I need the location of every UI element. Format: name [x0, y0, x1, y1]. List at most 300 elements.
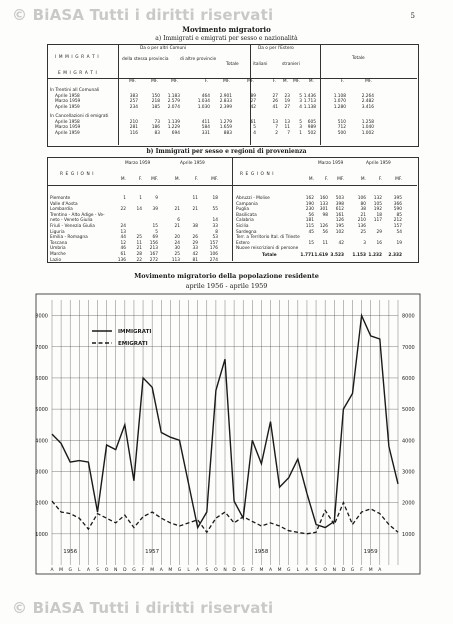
x-tick-label: G: [286, 568, 291, 573]
table-a-col-header: F.: [340, 79, 344, 84]
table-b-total-cell: 1.153: [352, 253, 366, 258]
table-a-cell: 1.040: [361, 125, 374, 130]
table-b-cell: 1: [123, 196, 126, 201]
table-a-cell: 7: [275, 125, 278, 130]
x-tick-label: A: [196, 568, 200, 573]
table-b-cell: 21: [136, 246, 142, 252]
table-b-sub-header: F.: [194, 177, 198, 182]
table-a-cell: 1.183: [167, 93, 180, 99]
table-b-cell: 80: [360, 201, 366, 207]
table-a-cell: 7: [287, 130, 290, 136]
table-a-cell: 257: [129, 99, 138, 104]
table-a-cell: 1.138: [303, 104, 316, 110]
x-tick-label: F: [251, 568, 254, 573]
table-a-cell: 694: [171, 130, 180, 136]
table-b-total-label: Totale: [262, 253, 277, 258]
table-a-cell: 4: [253, 130, 256, 136]
x-tick-label: A: [268, 568, 273, 573]
table-a-cell: 13: [284, 119, 290, 125]
table-b-cell: 12: [120, 240, 126, 246]
section1-subtitle: a) Immigrati e emigrati per sesso e nazionalità: [155, 35, 298, 42]
y-tick-label-left: 6000: [35, 375, 48, 382]
y-tick-label-right: 2000: [402, 500, 415, 507]
table-b-cell: 157: [209, 240, 218, 246]
table-a-col-header: MF.: [247, 79, 254, 84]
table-b-cell: 21: [360, 212, 366, 218]
table-b-region-name: Terr. a Territorio Ital. di Trieste: [236, 235, 300, 241]
table-a-col-header: F.: [204, 79, 208, 84]
table-a-cell: 1.229: [167, 125, 180, 130]
table-a-cell: 2.264: [361, 93, 374, 99]
table-b-cell: 274: [209, 257, 218, 263]
x-tick-label: S: [96, 568, 99, 573]
x-tick-label: A: [50, 568, 54, 573]
section2-subtitle: b) Immigrati per sesso e regioni di provenienza: [146, 148, 307, 155]
table-a-cell: 2: [275, 130, 278, 136]
y-tick-label-left: 2000: [35, 500, 48, 507]
x-tick-label: D: [232, 568, 236, 573]
table-b-cell: 45: [308, 229, 314, 235]
table-a-cell: 19: [284, 99, 290, 104]
table-b-region-name: Toscana: [50, 240, 68, 246]
table-b-cell: 102: [335, 229, 344, 235]
x-tick-label: M: [368, 568, 373, 573]
table-b-cell: 15: [308, 240, 314, 246]
table-b-cell: 24: [174, 240, 180, 246]
table-b-cell: 195: [335, 224, 344, 229]
table-b-cell: 16: [376, 240, 382, 246]
table-b-cell: 22: [120, 207, 126, 213]
table-a-cell: 411: [201, 119, 210, 125]
table-b-cell: 21: [174, 207, 180, 213]
table-a-cell: 89: [250, 93, 256, 99]
table-b-cell: 156: [149, 240, 158, 246]
table-b-cell: 366: [393, 201, 402, 207]
watermark-bottom: © BiASA Tutti i diritti riservati: [12, 599, 274, 617]
table-a-cell: 502: [307, 130, 316, 136]
table-b-cell: 136: [357, 224, 366, 229]
table-a-cell: 23: [284, 93, 290, 99]
table-b-cell: 212: [393, 218, 402, 224]
table-b-col-group: Marzo 1959: [318, 161, 344, 166]
table-b-cell: 395: [393, 196, 402, 201]
table-a-cell: 1.258: [361, 119, 374, 125]
table-a-cell: 989: [307, 125, 316, 130]
table-a-cell: 1.002: [361, 130, 374, 136]
x-tick-label: O: [323, 568, 327, 573]
table-a-cell: 27: [284, 104, 290, 110]
table-a-cell: 1.030: [197, 104, 210, 110]
header-group-estero: Da o per l'Estero: [258, 46, 294, 51]
table-a-cell: 27: [272, 93, 278, 99]
table-a-cell: 234: [129, 104, 138, 110]
table-b-cell: 38: [192, 224, 198, 229]
x-tick-label: L: [187, 568, 190, 573]
year-label: 1957: [145, 549, 160, 555]
table-a-cell: 218: [151, 99, 160, 104]
table-a-cell: 41: [272, 104, 278, 110]
year-label: 1959: [363, 549, 378, 555]
table-b-cell: 26: [192, 235, 198, 241]
table-b-cell: 9: [155, 196, 158, 201]
x-tick-label: A: [86, 568, 90, 573]
legend-label: EMIGRATI: [118, 341, 148, 347]
table-a-cell: 510: [337, 119, 346, 125]
table-a-cell: 210: [129, 119, 138, 125]
table-a-cell: 883: [223, 130, 232, 136]
table-a-cell: 26: [272, 99, 278, 104]
table-b-sub-header: F.: [378, 177, 382, 182]
table-b-region-name: Liguria: [50, 229, 65, 235]
table-b-cell: 210: [357, 218, 366, 224]
table-b-cell: 113: [171, 257, 180, 263]
table-b-cell: 61: [120, 252, 126, 257]
table-a-cell: 4: [299, 104, 302, 110]
table-b-cell: 160: [319, 196, 328, 201]
table-b-cell: 162: [305, 196, 314, 201]
table-b-region-head-left: R E G I O N I: [60, 172, 95, 177]
table-a-col-header: M.: [282, 79, 288, 84]
table-b-cell: 69: [152, 235, 158, 241]
table-a-cell: 186: [151, 125, 160, 130]
y-tick-label-left: 1000: [35, 531, 48, 538]
table-b-cell: 44: [120, 235, 126, 241]
table-b-cell: 29: [376, 229, 382, 235]
table-b-cell: 115: [305, 224, 314, 229]
table-a-cell: 2.482: [361, 99, 374, 104]
table-a-cell: 5: [253, 125, 256, 130]
table-b-region-name: Lombardia: [50, 207, 73, 213]
x-tick-label: G: [241, 568, 245, 573]
table-b-cell: 272: [149, 257, 158, 263]
x-tick-label: M: [150, 568, 155, 573]
table-b-region-name: Valle d'Aosta: [50, 201, 78, 207]
x-tick-label: F: [141, 568, 145, 573]
table-b-cell: 98: [322, 212, 328, 218]
table-b-region-name: Nuove reiscrizioni di persone: [236, 246, 299, 252]
x-tick-label: A: [159, 568, 163, 573]
table-b-cell: 126: [335, 218, 344, 224]
table-b-cell: 105: [373, 201, 382, 207]
y-tick-label-right: 8000: [402, 313, 415, 320]
table-b-cell: 14: [212, 218, 218, 224]
table-b-cell: 39: [152, 207, 158, 213]
table-b-sub-header: M.: [174, 177, 180, 182]
table-a-group-label: In Cancellazioni di emigrati: [50, 114, 109, 119]
table-a-row-label: Aprile 1959: [55, 130, 80, 136]
x-tick-label: G: [177, 568, 182, 573]
table-b-cell: 167: [149, 252, 158, 257]
y-tick-label-right: 6000: [402, 375, 415, 382]
table-b-col-group: Marzo 1959: [125, 161, 151, 166]
table-b-cell: 25: [360, 229, 366, 235]
chart-frame: [36, 294, 420, 574]
table-b-cell: 503: [335, 196, 344, 201]
table-b-sub-header: MF.: [337, 177, 344, 182]
table-b-cell: 21: [174, 224, 180, 229]
table-b-cell: 398: [335, 201, 344, 207]
table-b-cell: 33: [212, 224, 218, 229]
table-b-cell: 46: [120, 246, 126, 252]
table-b-cell: 136: [117, 257, 126, 263]
header-stranieri: stranieri: [282, 62, 300, 67]
table-b-sub-header: F.: [324, 177, 328, 182]
chart-subtitle: aprile 1956 - aprile 1959: [185, 282, 268, 290]
table-a-cell: 5: [299, 93, 302, 99]
table-b-sub-header: M.: [120, 177, 126, 182]
x-tick-label: F: [360, 568, 363, 573]
table-a-row-label: Aprile 1959: [55, 104, 80, 110]
y-tick-label-right: 5000: [402, 407, 415, 414]
table-b-cell: 106: [209, 252, 218, 257]
table-a-col-header: MF.: [171, 79, 178, 84]
table-b-region-name: Campania: [236, 201, 258, 207]
year-label: 1956: [63, 549, 78, 555]
table-b-region-name: Estero: [236, 240, 250, 246]
table-a-cell: 1.436: [303, 93, 316, 99]
table-a-cell: 1.070: [333, 99, 346, 104]
table-b-cell: 14: [136, 207, 142, 213]
y-tick-label-right: 3000: [402, 469, 415, 476]
row-head-immigrati: I M M I G R A T I: [55, 55, 100, 60]
table-b-region-name: Trentino - Alto Adige - Ve-: [50, 212, 105, 218]
table-b-cell: 22: [136, 257, 142, 263]
table-b-col-group: Aprile 1959: [180, 161, 205, 166]
y-tick-label-left: 8000: [35, 313, 48, 320]
table-b-cell: 8: [215, 229, 218, 235]
table-b-cell: 15: [152, 224, 158, 229]
table-a-row-label: Aprile 1958: [55, 119, 80, 125]
table-b-cell: 132: [373, 196, 382, 201]
table-b-cell: 133: [319, 201, 328, 207]
x-tick-label: L: [296, 568, 300, 573]
table-b-sub-header: MF.: [211, 177, 218, 182]
table-b-cell: 56: [322, 229, 328, 235]
x-tick-label: S: [314, 568, 318, 573]
table-b-cell: 18: [212, 196, 218, 201]
table-a-cell: 281: [129, 125, 138, 130]
table-b-cell: 176: [209, 246, 218, 252]
table-b-region-head-right: R E G I O N I: [240, 172, 275, 177]
y-tick-label-right: 1000: [402, 531, 415, 538]
watermark-top: © BiASA Tutti i diritti riservati: [12, 6, 274, 24]
table-a-cell: 83: [154, 130, 160, 136]
table-a-cell: 383: [129, 93, 138, 99]
x-tick-label: S: [205, 568, 209, 573]
table-a-cell: 1.279: [219, 119, 232, 125]
table-b-cell: 157: [393, 224, 402, 229]
x-tick-label: O: [214, 568, 218, 573]
x-tick-label: M: [277, 568, 282, 573]
table-a-cell: 331: [201, 130, 210, 136]
table-a-row-label: Marzo 1959: [55, 125, 81, 130]
table-a-cell: 3: [299, 99, 302, 104]
table-b-sub-header: M.: [308, 177, 314, 182]
table-b-cell: 6: [177, 218, 180, 224]
table-b-cell: 21: [192, 207, 198, 213]
x-tick-label: A: [378, 568, 382, 573]
table-a-cell: 605: [307, 119, 316, 125]
table-b-sub-header: M.: [360, 177, 366, 182]
table-a-cell: 150: [151, 93, 160, 99]
table-a-row-label: Marzo 1959: [55, 99, 81, 104]
table-b-cell: 25: [136, 235, 142, 241]
x-tick-label: N: [332, 568, 336, 573]
table-b-cell: 301: [319, 207, 328, 213]
table-b-total-cell: 2.332: [388, 253, 402, 258]
table-b-region-name: Sardegna: [236, 229, 257, 235]
table-b-cell: 55: [212, 207, 218, 213]
table-a-cell: 1: [299, 130, 302, 136]
table-b-cell: 590: [393, 207, 402, 213]
table-b-total-cell: 3.523: [330, 253, 344, 258]
table-b-region-name: Friuli - Venezia Giulia: [50, 224, 95, 229]
legend-label: IMMIGRATI: [118, 329, 152, 335]
table-b-cell: 54: [396, 229, 402, 235]
y-tick-label-right: 7000: [402, 344, 415, 351]
table-b-cell: 19: [396, 240, 402, 246]
table-b-region-name: Sicilia: [236, 224, 249, 229]
table-b-cell: 106: [357, 196, 366, 201]
table-b-cell: 42: [338, 240, 344, 246]
table-a-cell: 185: [151, 104, 160, 110]
table-b-cell: 117: [373, 218, 382, 224]
table-b-region-name: Calabria: [236, 218, 254, 224]
table-a-cell: 1.659: [219, 125, 232, 130]
x-tick-label: M: [168, 568, 173, 573]
x-tick-label: D: [123, 568, 127, 573]
x-tick-label: O: [104, 568, 109, 573]
table-b-cell: 213: [149, 246, 158, 252]
table-b-cell: 11: [322, 240, 328, 246]
table-b-cell: 29: [192, 240, 198, 246]
table-a-col-header: MF.: [223, 79, 230, 84]
table-b-total-cell: 1.619: [314, 253, 328, 258]
x-tick-label: D: [341, 568, 346, 573]
table-b-cell: 161: [335, 212, 344, 218]
table-a-cell: 42: [250, 104, 256, 110]
x-tick-label: G: [350, 568, 355, 573]
table-a-col-header: MF.: [365, 79, 372, 84]
table-b-cell: 11: [192, 196, 198, 201]
table-b-cell: 24: [120, 224, 126, 229]
table-a-cell: 61: [250, 119, 256, 125]
table-b-cell: 38: [360, 207, 366, 213]
table-b-cell: 181: [305, 218, 314, 224]
table-a-col-header: F.: [272, 79, 276, 84]
table-a-cell: 2.901: [219, 93, 232, 99]
table-a-cell: 3: [299, 125, 302, 130]
x-tick-label: L: [78, 568, 81, 573]
table-b-cell: 20: [174, 235, 180, 241]
x-tick-label: M: [59, 568, 64, 573]
table-a-cell: 73: [154, 119, 160, 125]
y-tick-label-left: 5000: [35, 407, 48, 414]
table-b-region-name: Marche: [50, 252, 66, 257]
table-b-cell: 5: [155, 229, 158, 235]
table-b-cell: 11: [136, 240, 142, 246]
table-a-cell: 500: [337, 130, 346, 136]
table-a-cell: 27: [250, 99, 256, 104]
table-a-cell: 1.139: [167, 119, 180, 125]
table-a-cell: 11: [284, 125, 290, 130]
section1-title: Movimento migratorio: [182, 25, 271, 34]
table-a-cell: 2.399: [219, 104, 232, 110]
header-group-comuni: Da o per altri Comuni: [140, 46, 187, 51]
table-b-region-name: Piemonte: [50, 196, 71, 201]
table-b-cell: 1: [139, 196, 142, 201]
table-b-cell: 30: [174, 246, 180, 252]
table-b-region-name: Lazio: [50, 257, 62, 263]
y-tick-label-left: 4000: [35, 438, 48, 445]
table-b-sub-header: MF.: [395, 177, 402, 182]
table-a-cell: 2.074: [167, 104, 180, 110]
table-b-sub-header: F.: [138, 177, 142, 182]
table-a-cell: 464: [201, 93, 210, 99]
table-a-row-label: Aprile 1958: [55, 93, 80, 99]
table-a-cell: 1.034: [197, 99, 210, 104]
table-a-cell: 116: [129, 130, 138, 136]
table-b-cell: 126: [319, 224, 328, 229]
table-a-cell: 2.579: [167, 99, 180, 104]
table-a-col-header: MF.: [129, 79, 136, 84]
y-tick-label-left: 7000: [35, 344, 48, 351]
table-b-cell: 56: [308, 212, 314, 218]
x-tick-label: G: [68, 568, 72, 573]
table-b-sub-header: MF.: [151, 177, 158, 182]
table-b-col-group: Aprile 1959: [366, 161, 391, 166]
row-head-emigrati: E M I G R A T I: [58, 71, 98, 76]
table-a-col-header: MF.: [151, 79, 158, 84]
table-a-cell: 584: [201, 125, 210, 130]
header-same-province: della stessa provincia: [122, 57, 169, 62]
table-a-cell: 5: [299, 119, 302, 125]
table-b-cell: 33: [192, 246, 198, 252]
table-a-cell: 2.833: [219, 99, 232, 104]
table-b-region-name: Emilia - Romagna: [50, 235, 88, 241]
table-b-cell: 81: [192, 257, 198, 263]
chart-title: Movimento migratorio della popolazione residente: [134, 272, 319, 280]
x-tick-label: G: [132, 568, 136, 573]
x-tick-label: N: [223, 568, 227, 573]
table-b-total-cell: 1.771: [300, 253, 314, 258]
table-b-region-name: neto - Veneto Giulia: [50, 218, 93, 224]
table-b-cell: 192: [373, 207, 382, 213]
table-b-cell: 28: [136, 252, 142, 257]
table-b-region-name: Basilicata: [236, 212, 257, 218]
x-tick-label: A: [305, 568, 309, 573]
table-b-region-name: Umbria: [50, 246, 66, 252]
table-b-cell: 18: [376, 212, 382, 218]
header-group-total: Totale: [352, 56, 365, 61]
table-b-region-name: Puglia: [236, 207, 249, 213]
table-a-cell: 1.280: [333, 104, 346, 110]
y-tick-label-right: 4000: [402, 438, 415, 445]
table-a-cell: 13: [272, 119, 278, 125]
year-label: 1958: [254, 549, 269, 555]
header-other-provinces: di altre provincie: [180, 57, 217, 62]
table-a-cell: 3.416: [361, 104, 374, 110]
page-number: 5: [410, 12, 415, 20]
x-tick-label: M: [259, 568, 264, 573]
header-total: Totale: [226, 62, 239, 67]
table-a-col-header: M.: [308, 79, 314, 84]
table-b-cell: 25: [174, 252, 180, 257]
table-a-cell: 1.108: [333, 93, 346, 99]
table-a-col-header: MF.: [293, 79, 300, 84]
x-tick-label: N: [114, 568, 118, 573]
table-b-cell: 85: [396, 212, 402, 218]
